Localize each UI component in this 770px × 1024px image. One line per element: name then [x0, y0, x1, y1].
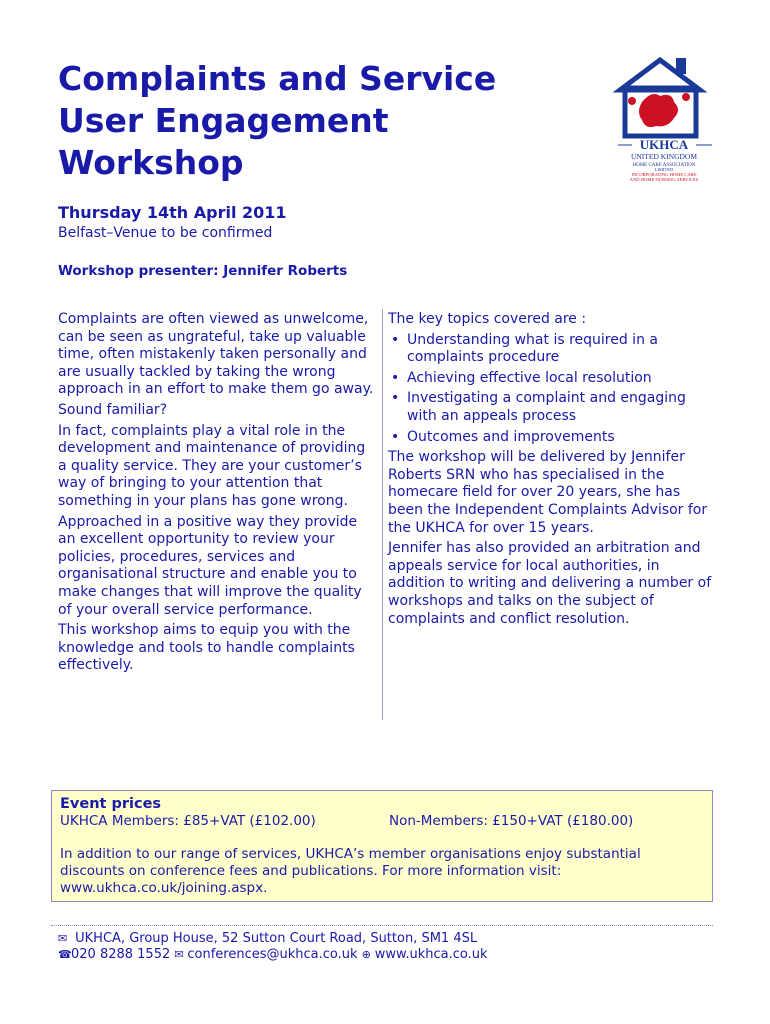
logo-line4: INCORPORATING HOME CARE: [631, 172, 697, 177]
email-icon: ✉: [174, 948, 184, 961]
column-divider: [382, 309, 383, 720]
presenter-bio: The workshop will be delivered by Jennifer Roberts SRN who has specialised in the homecare field for over 20 years, she has been the Independent Complaints Advisor for the UKHCA for over 15 years.: [388, 449, 708, 536]
prices-note: In addition to our range of services, UKHCA’s member organisations enjoy substantial discounts on conference fees and publications. For more information visit: www.ukhca.co.uk/joining.aspx.: [60, 846, 641, 896]
page-title: Complaints and Service User Engagement Workshop: [58, 59, 497, 182]
event-date: Thursday 14th April 2011: [58, 203, 287, 222]
topic-item: • Outcomes and improvements: [388, 429, 718, 447]
ukhca-logo: [612, 52, 717, 182]
presenter-bio: Jennifer has also provided an arbitration and appeals service for local authorities, in addition to writing and delivering a number of workshops and talks on the subject of complaints and conflict resolution.: [388, 540, 712, 627]
event-prices-box: [51, 790, 713, 902]
contact-email[interactable]: conferences@ukhca.co.uk: [187, 947, 358, 962]
topic-item: • Achieving effective local resolution: [388, 370, 718, 388]
event-venue: Belfast–Venue to be confirmed: [58, 225, 273, 241]
non-member-price: Non-Members: £150+VAT (£180.00): [389, 813, 634, 829]
intro-paragraph: In fact, complaints play a vital role in the development and maintenance of providing a quality service. They are your customer’s way of bringing to your attention that something in your plans has gone wrong.: [58, 422, 366, 509]
topics-intro: The key topics covered are :: [388, 311, 587, 327]
topics-column: [388, 311, 718, 631]
globe-icon: ⊕: [361, 948, 371, 961]
intro-paragraph: Approached in a positive way they provide an excellent opportunity to review your policies, procedures, services and organisational structure and enable you to make changes that will improve the quality of your overall service performance.: [58, 513, 362, 618]
logo-line3: LIMITED: [654, 167, 674, 172]
topic-item: • Understanding what is required in a complaints procedure: [388, 332, 718, 367]
prices-row: [60, 813, 704, 831]
workshop-presenter: Workshop presenter: Jennifer Roberts: [58, 263, 348, 279]
topics-list: [388, 332, 718, 447]
intro-question: Sound familiar?: [58, 401, 168, 418]
intro-column: [58, 311, 378, 678]
contact-address: UKHCA, Group House, 52 Sutton Court Road, Sutton, SM1 4SL: [75, 931, 478, 946]
logo-line2: HOME CARE ASSOCIATION: [632, 163, 696, 168]
logo-acronym: UKHCA: [639, 137, 689, 152]
mail-icon: ✉: [58, 932, 68, 945]
intro-paragraph: This workshop aims to equip you with the knowledge and tools to handle complaints effectively.: [58, 622, 355, 674]
joining-link[interactable]: www.ukhca.co.uk/joining.aspx.: [60, 880, 268, 896]
contact-footer: [58, 931, 488, 963]
intro-paragraph: Complaints are often viewed as unwelcome, can be seen as ungrateful, take up valuable time, often mistakenly taken personally and are usually tackled by taking the wrong approach in an effort to make them go away.: [58, 311, 374, 398]
topic-item: • Investigating a complaint and engaging with an appeals process: [388, 390, 718, 425]
footer-divider: [51, 925, 713, 926]
prices-heading: Event prices: [60, 796, 162, 812]
phone-icon: ☎: [58, 948, 72, 961]
logo-line5: AND HOME NURSING SERVICES: [629, 177, 699, 182]
contact-website[interactable]: www.ukhca.co.uk: [374, 947, 488, 962]
member-price: UKHCA Members: £85+VAT (£102.00): [60, 813, 316, 829]
contact-phone: 020 8288 1552: [71, 947, 171, 962]
logo-line1: UNITED KINGDOM: [630, 152, 698, 161]
